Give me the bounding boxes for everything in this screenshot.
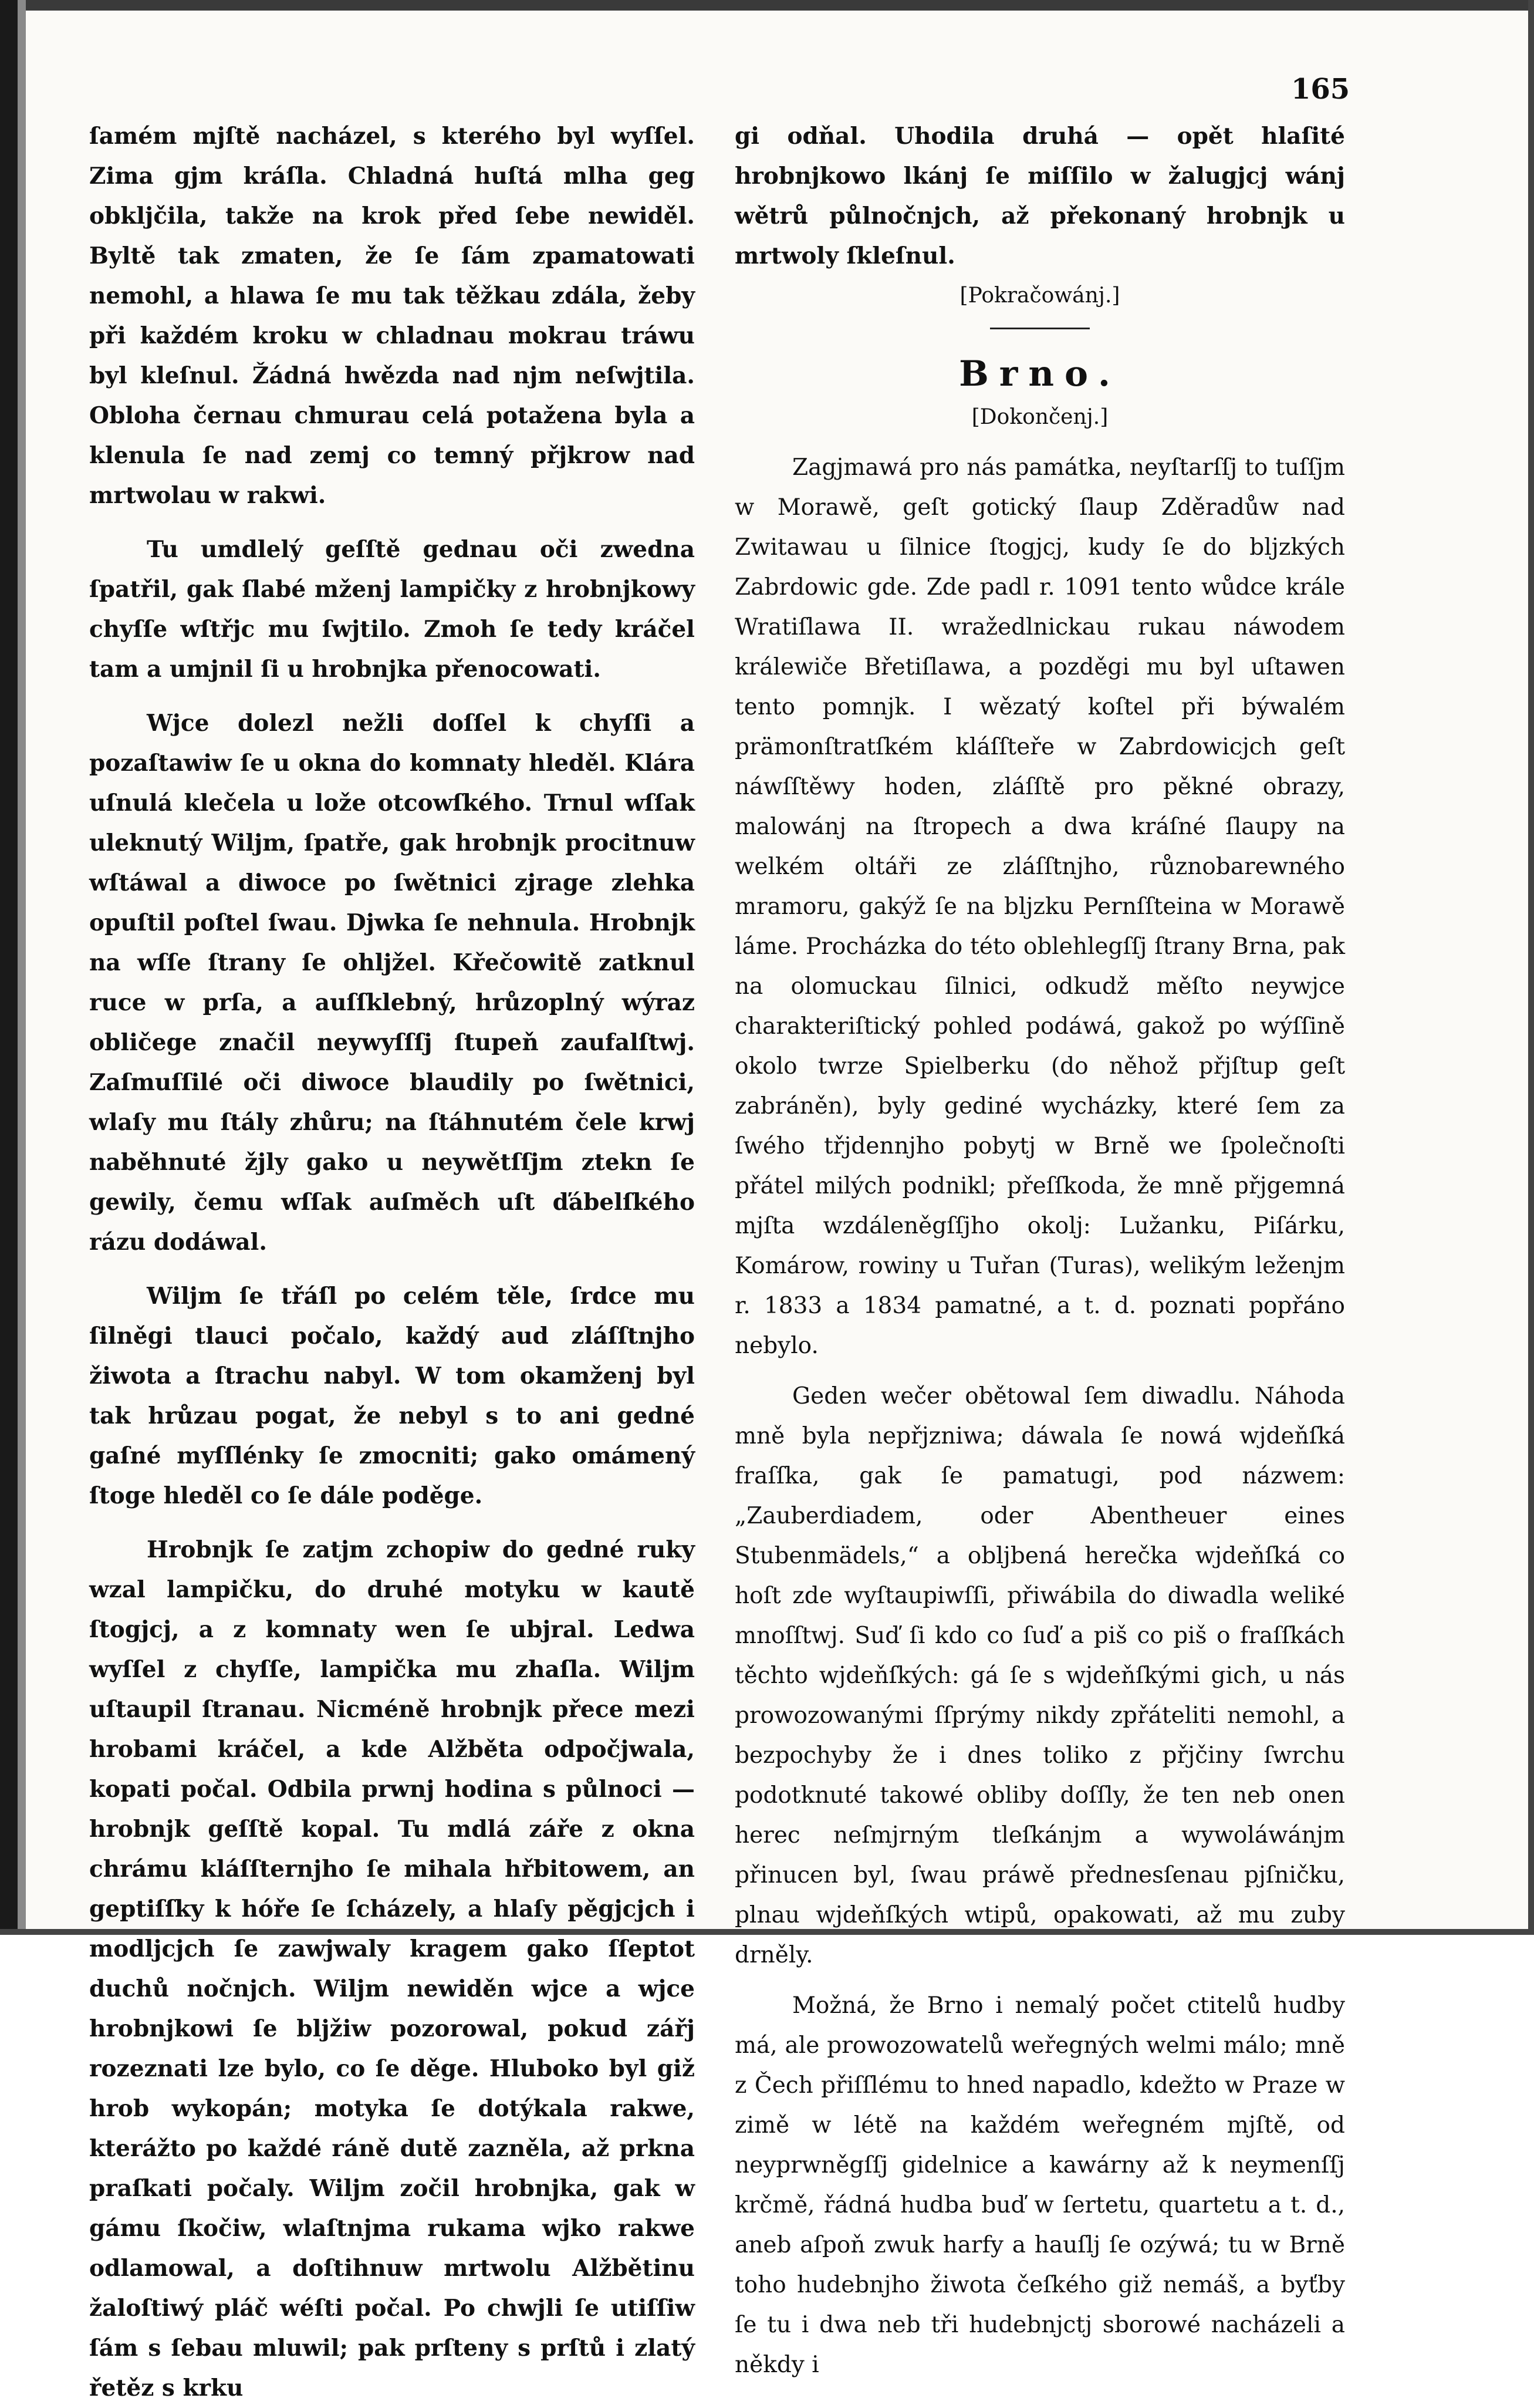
scan-top-edge — [0, 0, 1534, 11]
right-paragraph: Zagjmawá pro nás památka, neyſtarſſj to tuſſjm w Morawě, geſt gotický ſlaup Zděradůw nad Zwitawau u ſilnice ſtogjcj, kudy ſe do bljzkých Zabrdowic gde. Zde padl r. 1091 tento wůdce krále Wratiſlawa II. wražedlnickau rukau náwodem králewiče Břetiſlawa, a pozděgi mu byl uſtawen tento pomnjk. I wězatý koſtel při býwalém prämonſtratſkém kláſſteře w Zabrdowicjch geſt náwſſtěwy hoden, zláſſtě pro pěkné obrazy, malowánj na ſtropech a dwa kráſné ſlaupy na welkém oltáři ze zláſſtnjho, různobarewného mramoru, gakýž ſe na bljzku Pernſſteina w Morawě láme. Procházka do této oblehlegſſj ſtrany Brna, pak na olomuckau ſilnici, odkudž měſto neywjce charakteriſtický pohled podáwá, gakož po wýſſině okolo twrze Spielberku (do něhož přjſtup geſt zabráněn), byly gediné wycházky, které ſem za ſwého třjdennjho pobytj w Brně we ſpolečnoſti přátel milých podnikl; přeſſkoda, že mně přjgemná mjſta wzdáleněgſſjho okolj: Lužanku, Piſárku, Komárow, rowiny u Tuřan (Turas), welikým leženjm r. 1833 a 1834 pamatné, a t. d. poznati popřáno nebylo. — [735, 454, 1345, 1359]
scan-left-edge — [0, 0, 18, 1935]
left-paragraph: Tu umdlelý geſſtě gednau oči zwedna ſpatřil, gak ſlabé mženj lampičky z hrobnjkowy chyſſe wſtřjc mu ſwjtilo. Zmoh ſe tedy kráčel tam a umjnil ſi u hrobnjka přenocowati. — [89, 536, 695, 683]
left-paragraph: Hrobnjk ſe zatjm zchopiw do gedné ruky wzal lampičku, do druhé motyku w kautě ſtogjcj, a z komnaty wen ſe ubjral. Ledwa wyſſel z chyſſe, lampička mu zhaſla. Wiljm uſtaupil ſtranau. Nicméně hrobnjk přece mezi hrobami kráčel, a kde Alžběta odpočjwala, kopati počal. Odbila prwnj hodina s půlnoci — hrobnjk geſſtě kopal. Tu mdlá záře z okna chrámu kláſſternjho ſe mihala hřbitowem, an geptiſſky k hóře ſe ſcházely, a hlaſy pěgjcjch i modljcjch ſe zawjwaly kragem gako ſſeptot duchů nočnjch. Wiljm newiděn wjce a wjce hrobnjkowi ſe bljžiw pozorowal, pokud zářj rozeznati lze bylo, co ſe děge. Hluboko byl giž hrob wykopán; motyka ſe dotýkala rakwe, kterážto po každé ráně dutě zazněla, až prkna praſkati počaly. Wiljm zočil hrobnjka, gak w gámu ſkočiw, wlaſtnjma rukama wjko rakwe odlamowal, a doſtihnuw mrtwolu Alžbětinu žaloſtiwý pláč wéſti počal. Po chwjli ſe utiſſiw ſám s ſebau mluwil; pak prſteny s prſtů i zlatý řetěz s krku — [89, 1536, 695, 2402]
page-number: 165 — [1291, 73, 1350, 106]
left-paragraph: Wjce dolezl nežli doſſel k chyſſi a pozaſtawiw ſe u okna do komnaty hleděl. Klára uſnulá klečela u lože otcowſkého. Trnul wſſak uleknutý Wiljm, ſpatře, gak hrobnjk procitnuw wſtáwal a diwoce po ſwětnici zjrage zlehka opuſtil poſtel ſwau. Djwka ſe nehnula. Hrobnjk na wſſe ſtrany ſe ohljžel. Křečowitě zatknul ruce w prſa, a auſſklebný, hrůzoplný wýraz obličege značil neywyſſſj ſtupeň zaufalſtwj. Zaſmuſſilé oči diwoce blaudily po ſwětnici, wlaſy mu ſtály zhůru; na ſtáhnutém čele krwj naběhnuté žjly gako u neywětſſjm ztekn ſe gewily, čemu wſſak auſměch uſt ďábelſkého rázu dodáwal. — [89, 710, 695, 1256]
continuation-note: [Pokračowánj.] — [959, 284, 1120, 308]
right-paragraph: Možná, že Brno i nemalý počet ctitelů hudby má, ale prowozowatelů weřegných welmi málo; mně z Čech přiſſlému to hned napadlo, kdežto w Praze w zimě w létě na každém weřegném mjſtě, od neyprwněgſſj gidelnice a kawárny až k neymenſſj krčmě, řádná hudba buď w ſertetu, quartetu a t. d., aneb aſpoň zwuk harfy a hauſlj ſe ozýwá; tu w Brně toho hudebnjho žiwota čeſkého giž nemáš, a byťby ſe tu i dwa neb tři hudebnjctj sborowé nacházeli a někdy i — [735, 1992, 1345, 2378]
left-paragraph: ſamém mjſtě nacházel, s kterého byl wyſſel. Zima gjm kráſla. Chladná huſtá mlha geg obkljčila, takže na krok před ſebe newiděl. Byltě tak zmaten, že ſe ſám zpamatowati nemohl, a hlawa ſe mu tak těžkau zdála, žeby při každém kroku w chladnau mokrau tráwu byl kleſnul. Žádná hwězda nad njm neſwjtila. Obloha černau chmurau celá potažena byla a klenula ſe nad zemj co temný přjkrow nad mrtwolau w rakwi. — [89, 123, 695, 509]
article-heading: Brno. — [959, 353, 1121, 394]
scan-right-edge — [1528, 0, 1534, 1935]
continuation-paragraph: gi odňal. Uhodila druhá — opět hlaſité hrobnjkowo lkánj ſe miſſilo w žalugjcj wánj wětrů půlnočnjch, až překonaný hrobnjk u mrtwoly ſkleſnul. — [735, 123, 1345, 269]
right-paragraph: Geden wečer obětowal ſem diwadlu. Náhoda mně byla nepřjzniwa; dáwala ſe nowá wjdeňſká fraſſka, gak ſe pamatugi, pod názwem: „Zauberdiadem, oder Abentheuer eines Stubenmädels,“ a obljbená herečka wjdeňſká co hoſt zde wyſtaupiwſſi, přiwábila do diwadla weliké mnoſſtwj. Suď ſi kdo co ſuď a piš co piš o fraſſkách těchto wjdeňſkých: gá ſe s wjdeňſkými gich, u nás prowozowanými ſſprýmy nikdy zpřáteliti nemohl, a bezpochyby že i dnes toliko z přjčiny ſwrchu podotknuté takowé obliby doſſly, že ten neb onen herec neſmjrným tleſkánjm a wywoláwánjm přinucen byl, ſwau práwě přednesſenau pjſničku, plnau wjdeňſkých wtipů, opakowati, až mu zuby drněly. — [735, 1383, 1345, 1968]
right-column — [735, 116, 1345, 2385]
left-paragraph: Wiljm ſe třáſl po celém těle, ſrdce mu ſilněgi tlauci počalo, každý aud zláſſtnjho žiwota a ſtrachu nabyl. W tom okamženj byl tak hrůzau pogat, že nebyl s to ani gedné gaſné myſſlénky ſe zmocniti; gako omámený ſtoge hleděl co ſe dále poděge. — [89, 1283, 695, 1509]
section-divider — [990, 328, 1090, 329]
article-subnote: [Dokončenj.] — [971, 405, 1109, 429]
scan-left-gutter — [18, 0, 26, 1935]
left-column — [89, 116, 695, 2408]
